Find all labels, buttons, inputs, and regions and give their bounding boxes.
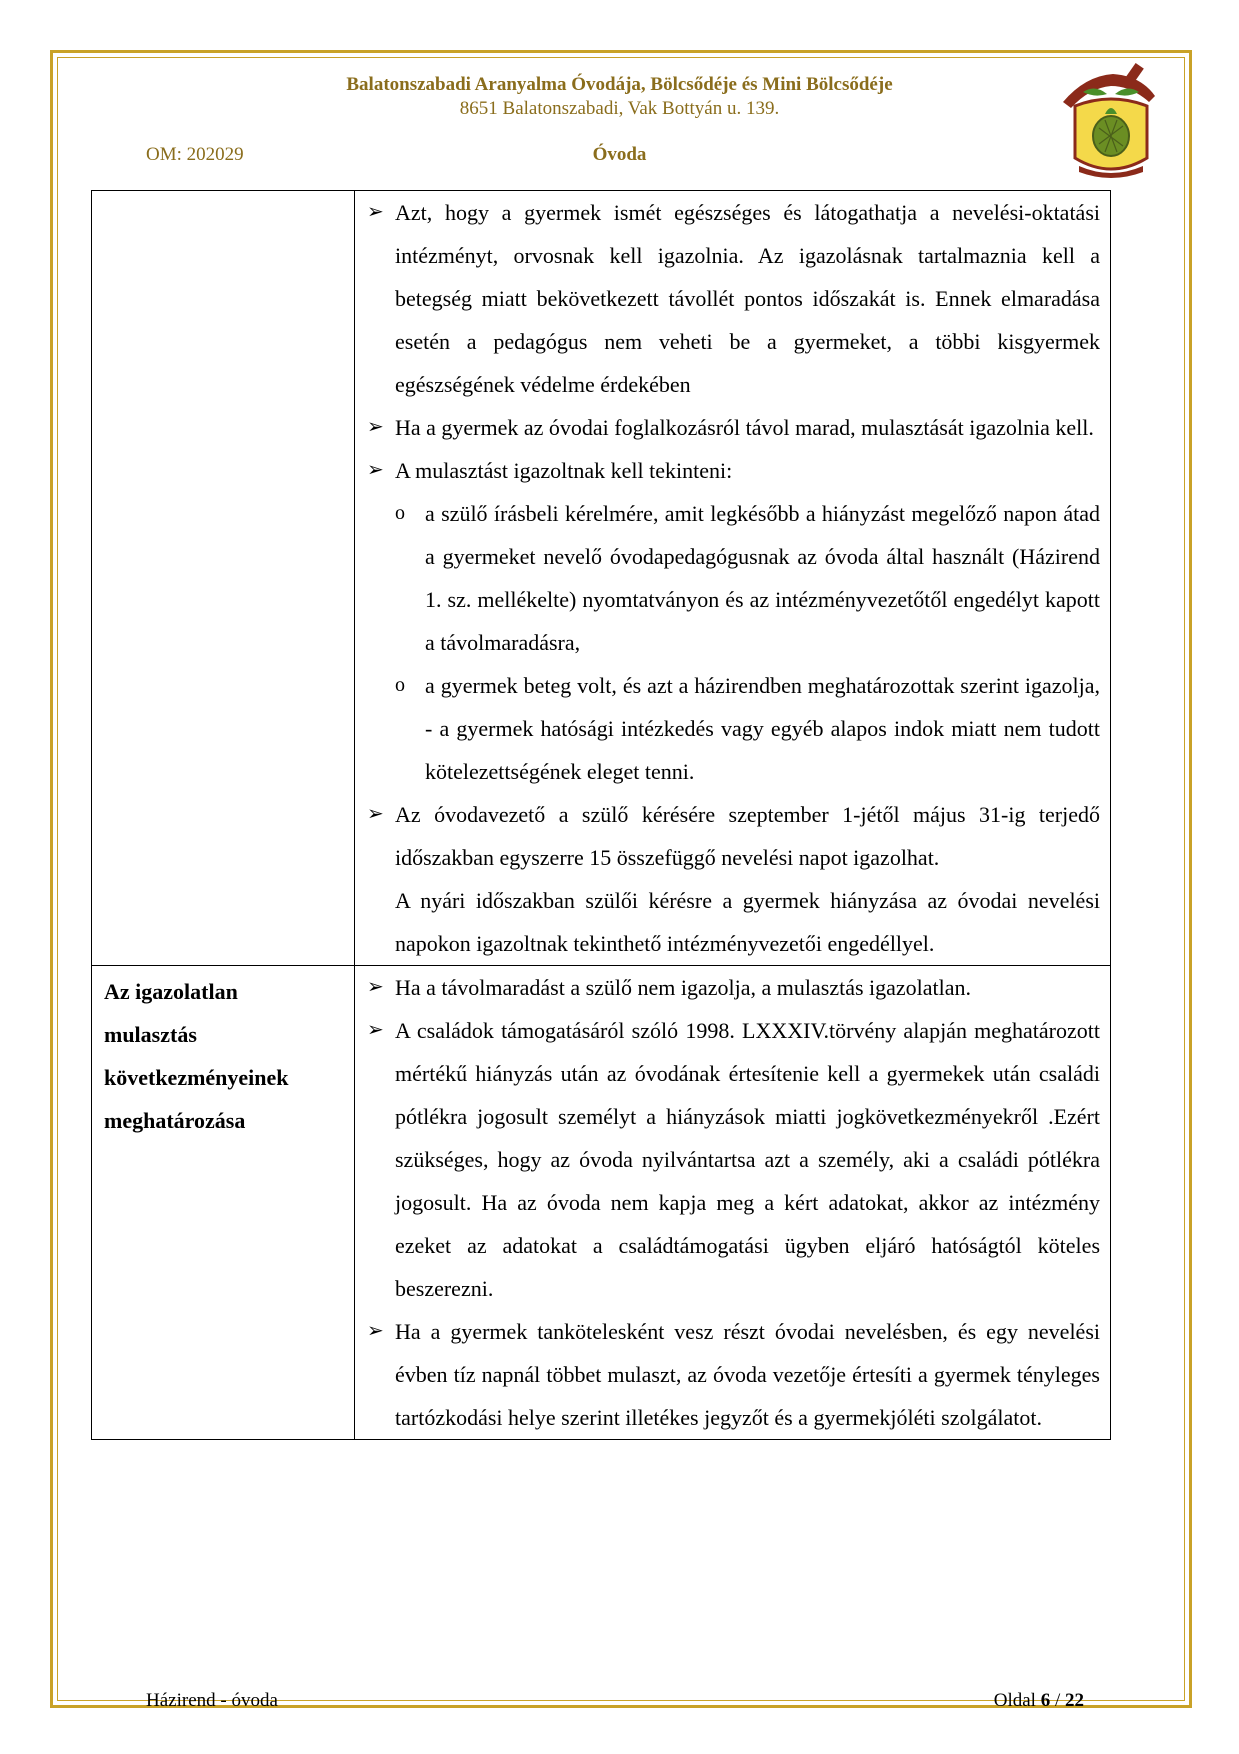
list-item xyxy=(355,1009,1110,1310)
list-item-text: Ha a gyermek tankötelesként vesz részt óvodai nevelésben, és egy nevelési évben tíz napnál többet mulaszt, az óvoda vezetője értesíti a gyermek tényleges tartózkodási helye szerint illetékes jegyzőt és a gyermekjóléti szolgálatot. xyxy=(395,1319,1100,1430)
list-item xyxy=(355,1310,1110,1439)
arrow-bullet-icon: ➢ xyxy=(367,459,384,481)
footer-page-number xyxy=(994,1690,1084,1712)
sub-list-item-text: a szülő írásbeli kérelmére, amit legkésőbb a hiányzást megelőző napon átad a gyermeket nevelő óvodapedagógusnak az óvoda által használt (Házirend 1. sz. mellékelte) nyomtatványon és az intézményvezetőtől engedélyt kapott a távolmaradásra, xyxy=(425,501,1100,655)
om-identifier: OM: 202029 xyxy=(146,144,244,165)
list-item xyxy=(355,406,1110,449)
page-separator: / xyxy=(1050,1690,1065,1711)
row-content-cell xyxy=(355,966,1111,1440)
circle-bullet-icon: o xyxy=(395,502,405,524)
arrow-bullet-icon: ➢ xyxy=(367,201,384,223)
list-item xyxy=(355,966,1110,1009)
sub-list-item xyxy=(355,664,1110,793)
row-label-line: meghatározása xyxy=(104,1108,246,1133)
arrow-bullet-icon: ➢ xyxy=(367,1320,384,1342)
table-row xyxy=(92,191,1111,966)
list-item-text: A családok támogatásáról szóló 1998. LXXXIV.törvény alapján meghatározott mértékű hiányzás után az óvodának értesítenie kell a gyermekek után családi pótlékra jogosult személyt a hiányzások miatti jogkövetkezményekről .Ezért szükséges, hogy az óvoda nyilvántartsa azt a személy, aki a családi pótlékra jogosult. Ha az óvoda nem kapja meg a kért adatokat, akkor az intézmény ezeket az adatokat a családtámogatási ügyben eljáró hatóságtól köteles beszerezni. xyxy=(395,1018,1100,1301)
list-item xyxy=(355,449,1110,492)
circle-bullet-icon: o xyxy=(395,674,405,696)
arrow-bullet-icon: ➢ xyxy=(367,1019,384,1041)
list-item-continuation xyxy=(355,879,1110,965)
list-item-text: Az óvodavezető a szülő kérésére szeptember 1-jétől május 31-ig terjedő időszakban egyszerre 15 összefüggő nevelési napot igazolhat. xyxy=(395,802,1100,870)
arrow-bullet-icon: ➢ xyxy=(367,803,384,825)
list-item-text: Ha a gyermek az óvodai foglalkozásról távol marad, mulasztását igazolnia kell. xyxy=(395,415,1094,440)
list-item xyxy=(355,191,1110,406)
page-prefix: Oldal xyxy=(993,1690,1041,1711)
row-label-line: következményeinek xyxy=(104,1065,289,1090)
institution-logo xyxy=(1055,62,1165,184)
empty-bullet xyxy=(355,879,395,965)
rules-table xyxy=(91,190,1111,1440)
row-label-cell xyxy=(92,966,355,1440)
list-item-text: A mulasztást igazoltnak kell tekinteni: xyxy=(395,458,733,483)
sub-list-item xyxy=(355,492,1110,664)
sub-list-item-text: a gyermek beteg volt, és azt a házirendben meghatározottak szerint igazolja, - a gyermek hatósági intézkedés vagy egyéb alapos indok miatt nem tudott kötelezettségének eleget tenni. xyxy=(425,673,1100,784)
row-content-cell xyxy=(355,191,1111,966)
list-item-text: Azt, hogy a gyermek ismét egészséges és látogathatja a nevelési-oktatási intézményt, orvosnak kell igazolnia. Az igazolásnak tartalmaznia kell a betegség miatt bekövetkezett távollét pontos időszakát is. Ennek elmaradása esetén a pedagógus nem veheti be a gyermeket, a többi kisgyermek egészségének védelme érdekében xyxy=(395,200,1100,397)
unit-title: Óvoda xyxy=(592,144,647,165)
arrow-bullet-icon: ➢ xyxy=(367,416,384,438)
institution-address: 8651 Balatonszabadi, Vak Bottyán u. 139. xyxy=(459,98,780,119)
row-label-line: Az igazolatlan xyxy=(104,979,238,1004)
list-item-text: A nyári időszakban szülői kérésre a gyermek hiányzása az óvodai nevelési napokon igazoltnak tekinthető intézményvezetői engedéllyel. xyxy=(395,888,1100,956)
footer-document-title: Házirend - óvoda xyxy=(146,1690,278,1711)
page-total: 22 xyxy=(1065,1690,1084,1711)
list-item-text: Ha a távolmaradást a szülő nem igazolja, a mulasztás igazolatlan. xyxy=(395,975,972,1000)
arrow-bullet-icon: ➢ xyxy=(367,976,384,998)
row-label-cell xyxy=(92,191,355,966)
row-label-line: mulasztás xyxy=(104,1022,197,1047)
page-current: 6 xyxy=(1040,1690,1051,1711)
institution-name: Balatonszabadi Aranyalma Óvodája, Bölcsődéje és Mini Bölcsődéje xyxy=(346,74,893,95)
table-row xyxy=(92,966,1111,1440)
row-label xyxy=(92,966,354,1142)
list-item xyxy=(355,793,1110,879)
